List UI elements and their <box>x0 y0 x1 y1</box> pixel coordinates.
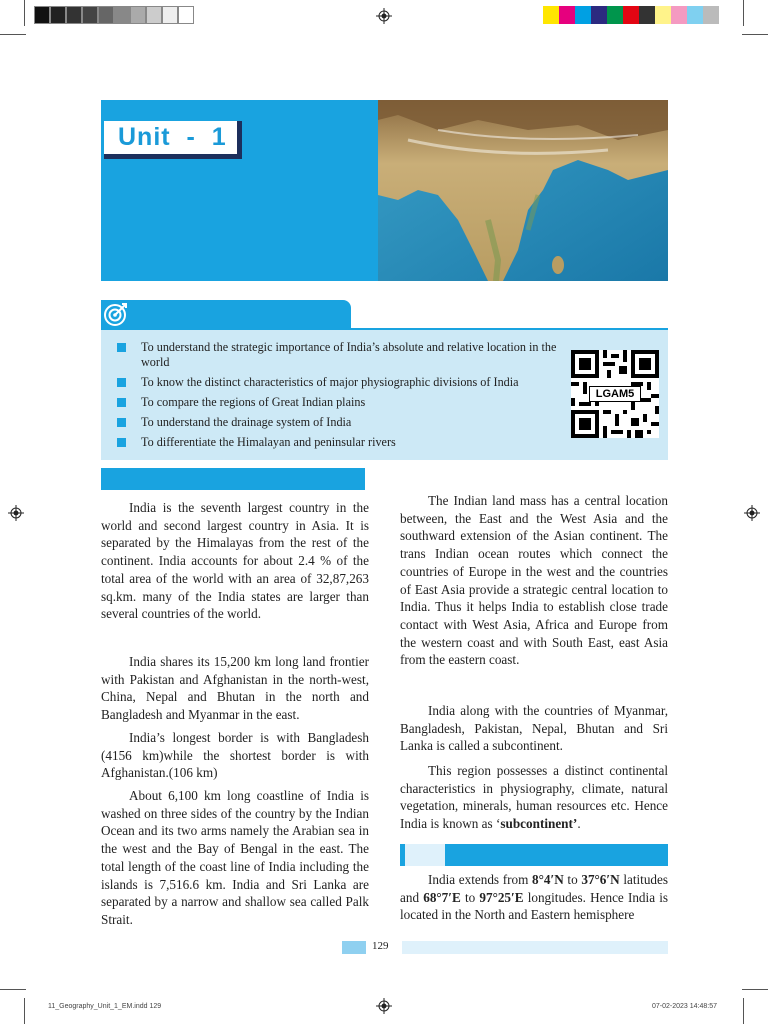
square-bullet-icon <box>117 418 126 427</box>
crop-mark <box>0 34 26 35</box>
objectives-list <box>117 340 557 455</box>
objective-text: To differentiate the Himalayan and peninsular rivers <box>141 435 396 449</box>
crop-mark <box>24 998 25 1024</box>
left-column-paragraph-3 <box>101 729 369 782</box>
objective-item <box>117 340 557 370</box>
longitude-value: 97°25′E <box>479 889 524 905</box>
crop-mark <box>742 989 768 990</box>
print-grey-scale-bar <box>34 6 194 24</box>
right-column-paragraph-3 <box>400 762 668 833</box>
crop-mark <box>24 0 25 26</box>
paragraph: India is the seventh largest country in the world and second largest country in Asia. It is separated by the Himalayas from the rest of the continent. India accounts for about 2.4 % of the total area of the world with an area of 32,87,263 sq.km. many of the India states are larger than several countries of the world. <box>101 500 369 622</box>
india-relief-map-image <box>378 100 668 281</box>
page-number: 129 <box>372 940 389 952</box>
square-bullet-icon <box>117 438 126 447</box>
qr-code-label: LGAM5 <box>589 386 641 402</box>
left-column-paragraph-1 <box>101 499 369 623</box>
paragraph: The Indian land mass has a central location between, the East and the West Asia and the southward extension of the Asian continent. The trans Indian ocean routes which connect the countries of Europe in the west and the countries of East Asia provide a strategic central location to India. Thus it helps India to establish close trade contact with West Asia, Africa and Europe from the western coast and with South East, east Asia from the eastern coast. <box>400 493 668 668</box>
registration-mark-icon <box>376 998 392 1014</box>
section-heading-bar <box>101 468 365 490</box>
right-column-paragraph-1 <box>400 492 668 669</box>
target-icon <box>101 301 129 329</box>
paragraph: India along with the countries of Myanmar, Bangladesh, Pakistan, Nepal, Bhutan and Sri Lanka is called a subcontinent. <box>400 703 668 754</box>
objectives-tab <box>101 300 351 328</box>
page-number-bar <box>342 941 668 954</box>
section-heading-bar <box>400 844 668 866</box>
crop-mark <box>743 0 744 26</box>
paragraph: India’s longest border is with Bangladesh (4156 km)while the shortest border is with Afghanistan.(106 km) <box>101 730 369 781</box>
footer-date: 07-02-2023 14:48:57 <box>652 1003 717 1010</box>
objective-item <box>117 415 557 430</box>
objective-item <box>117 435 557 450</box>
longitude-value: 68°7′E <box>423 889 461 905</box>
latitude-value: 8°4′N <box>532 872 564 887</box>
print-color-bar <box>543 6 719 24</box>
right-column-paragraph-4 <box>400 871 668 924</box>
unit-title-box <box>104 121 242 159</box>
crop-mark <box>0 989 26 990</box>
objective-text: To know the distinct characteristics of major physiographic divisions of India <box>141 375 519 389</box>
square-bullet-icon <box>117 343 126 352</box>
footer-file-name: 11_Geography_Unit_1_EM.indd 129 <box>48 1003 162 1010</box>
registration-mark-icon <box>376 8 392 24</box>
paragraph: India extends from 8°4′N to 37°6′N latitudes and 68°7′E to 97°25′E longitudes. Hence India is located in the North and Eastern hemisphere <box>400 872 669 923</box>
registration-mark-icon <box>744 505 760 521</box>
registration-mark-icon <box>8 505 24 521</box>
objective-item <box>117 375 557 390</box>
paragraph: About 6,100 km long coastline of India is washed on three sides of the country by the Indian Ocean and its two arms namely the Arabian sea in the west and the Bay of Bengal in the east. The total length of the coast line of India including the islands is 7,516.6 km. India and Sri Lanka are separated by a narrow and shallow sea called Palk Strait. <box>101 788 369 927</box>
crop-mark <box>743 998 744 1024</box>
unit-title: Unit - 1 <box>118 123 227 151</box>
objective-item <box>117 395 557 410</box>
paragraph: This region possesses a distinct continental characteristics in physiography, climate, natural vegetation, minerals, human resources etc. Hence India is known as ‘subcontinent’. <box>400 763 668 832</box>
objective-text: To understand the drainage system of India <box>141 415 352 429</box>
right-column-paragraph-2 <box>400 702 668 755</box>
objective-text: To understand the strategic importance of India’s absolute and relative location in the world <box>141 340 557 369</box>
square-bullet-icon <box>117 378 126 387</box>
objective-text: To compare the regions of Great Indian plains <box>141 395 366 409</box>
qr-code[interactable] <box>571 350 659 438</box>
left-column-paragraph-2 <box>101 653 369 724</box>
latitude-value: 37°6′N <box>581 872 620 887</box>
bold-term: subcontinent’ <box>500 816 578 832</box>
square-bullet-icon <box>117 398 126 407</box>
crop-mark <box>742 34 768 35</box>
learning-objectives-box <box>101 328 668 460</box>
paragraph: India shares its 15,200 km long land frontier with Pakistan and Afghanistan in the north-west, China, Nepal and Bhutan in the north and Bangladesh and Myanmar in the east. <box>101 654 369 723</box>
left-column-paragraph-4 <box>101 787 369 929</box>
